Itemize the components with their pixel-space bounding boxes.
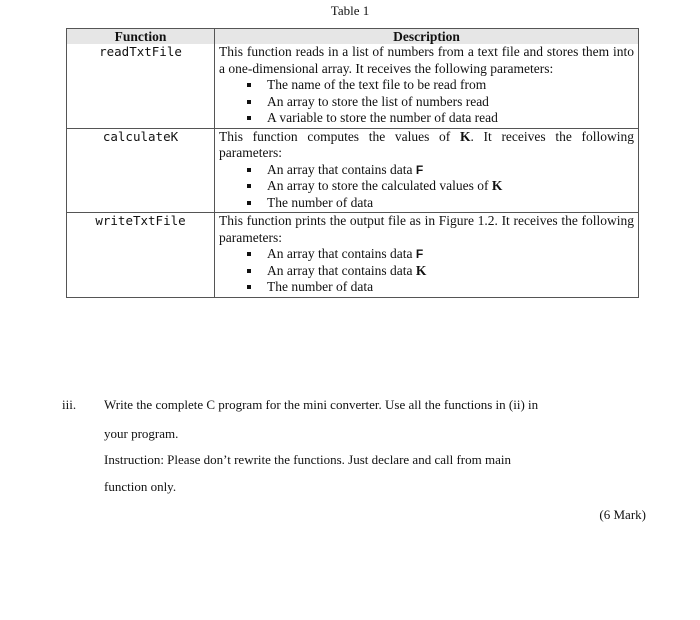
function-name: writeTxtFile: [67, 213, 215, 298]
question-number: iii.: [62, 397, 77, 412]
table-row: [67, 128, 639, 213]
param-bold: K: [415, 262, 427, 278]
list-item: [247, 94, 634, 111]
param-text: An array that contains data: [267, 161, 416, 177]
marks-label: (6 Mark): [599, 507, 646, 522]
function-name: readTxtFile: [67, 44, 215, 128]
param-text: An array to store the calculated values of: [267, 178, 492, 193]
question-line: your program.: [104, 426, 179, 441]
param-text: An array that contains data: [267, 246, 416, 261]
description-text: This function reads in a list of numbers from a text file and stores them into a one-dimensional array. It receives the following parameters:: [219, 44, 634, 76]
list-item: [247, 279, 634, 296]
param-bold: F: [415, 247, 424, 261]
header-description: Description: [215, 29, 639, 45]
description-text: [219, 129, 634, 162]
list-item: [247, 77, 634, 94]
description-post: . It receives the following parameters:: [219, 128, 634, 160]
param-text: A variable to store the number of data read: [267, 110, 498, 125]
function-description: [215, 213, 639, 298]
param-text: The number of data: [267, 194, 374, 210]
description-text: This function prints the output file as in Figure 1.2. It receives the following parameters:: [219, 213, 634, 245]
function-table: [66, 28, 639, 298]
table-header-row: [67, 29, 639, 45]
description-pre: This function computes the values of: [219, 128, 460, 144]
param-bold: K: [491, 178, 503, 193]
table-row: [67, 213, 639, 298]
list-item: [247, 110, 634, 127]
question-instruction: Instruction: Please don’t rewrite the functions. Just declare and call from main: [104, 452, 511, 467]
table-caption: Table 1: [330, 3, 370, 18]
param-text: The number of data: [267, 279, 374, 294]
param-text: The name of the text file to be read from: [267, 77, 487, 92]
parameter-list: [219, 77, 634, 127]
list-item: [247, 195, 634, 212]
list-item: [247, 178, 634, 195]
list-item: [247, 162, 634, 179]
list-item: [247, 246, 634, 263]
function-description: [215, 44, 639, 128]
parameter-list: [219, 162, 634, 212]
function-name: calculateK: [67, 128, 215, 213]
list-item: [247, 263, 634, 280]
param-text: An array to store the list of numbers read: [267, 93, 489, 109]
table-row: [67, 44, 639, 128]
description-bold: K: [459, 128, 471, 144]
question-line: function only.: [104, 479, 177, 494]
header-function: Function: [67, 29, 215, 45]
question-line: Write the complete C program for the mini converter. Use all the functions in (ii) in: [104, 397, 539, 412]
function-description: [215, 128, 639, 213]
param-bold: F: [415, 162, 424, 177]
param-text: An array that contains data: [267, 262, 416, 278]
parameter-list: [219, 246, 634, 296]
